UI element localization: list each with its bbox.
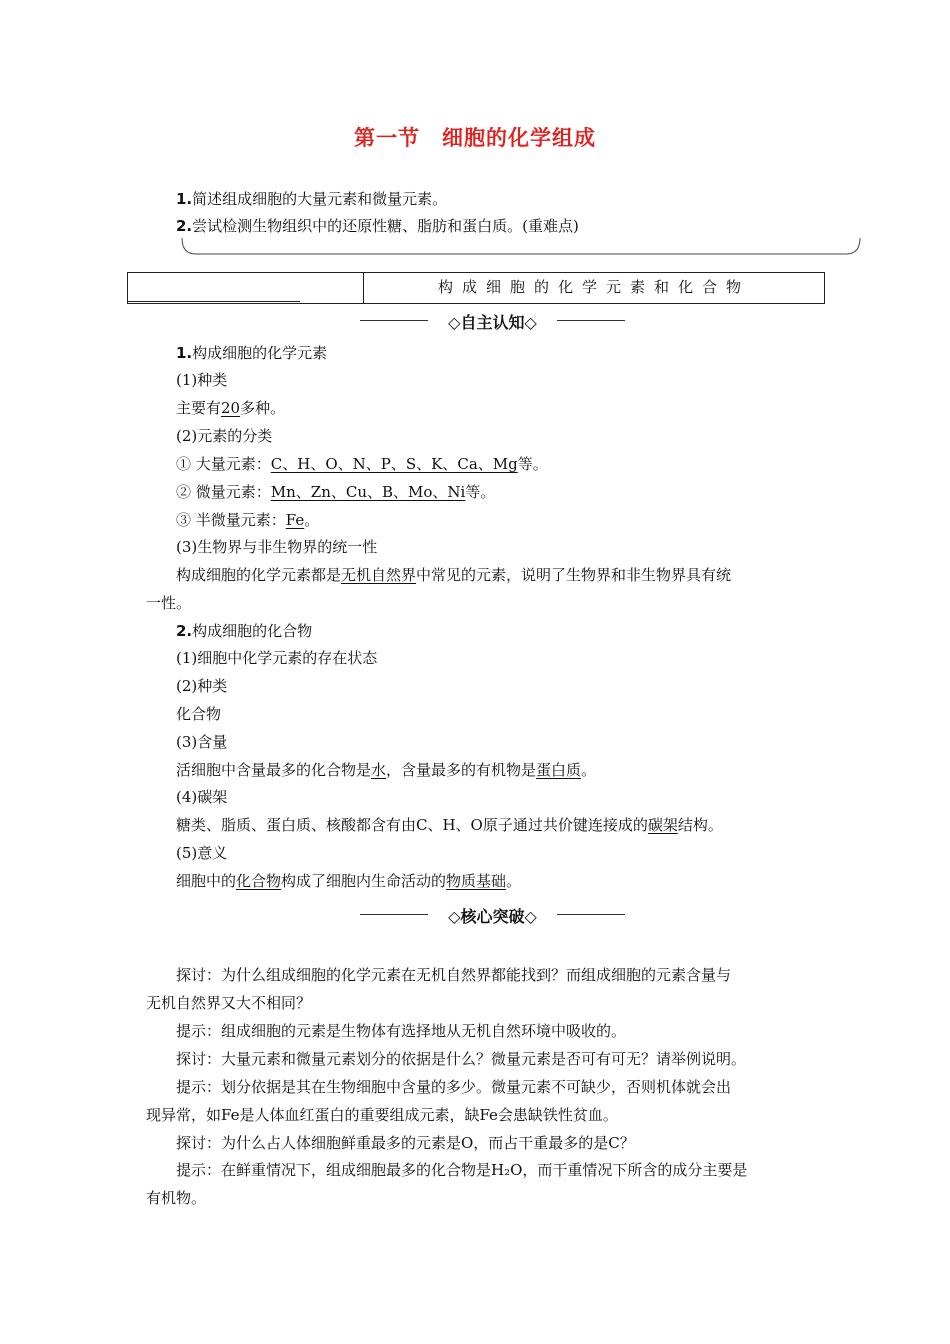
- heading-2: 2.构成细胞的化合物: [176, 622, 313, 640]
- objectives-brace: [178, 236, 864, 258]
- heading-1: 1.构成细胞的化学元素: [176, 344, 328, 362]
- sub-heading: (3)含量: [176, 733, 228, 751]
- paragraph: 构成细胞的化学元素都是无机自然界中常见的元素，说明了生物界和非生物界具有统: [176, 566, 732, 584]
- list-item: ③ 半微量元素：Fe。: [176, 511, 320, 529]
- objective-number: 2.: [176, 217, 193, 235]
- question-3: 探讨：为什么占人体细胞鲜重最多的元素是O，而占干重最多的是C？: [176, 1134, 635, 1152]
- objective-1: [176, 189, 447, 209]
- divider-line: [360, 914, 428, 915]
- title-section-name: 细胞的化学组成: [442, 126, 596, 150]
- sub-heading: (1)种类: [176, 371, 228, 389]
- sub-heading: (3)生物界与非生物界的统一性: [176, 538, 378, 556]
- paragraph: 细胞中的化合物构成了细胞内生命活动的物质基础。: [176, 872, 522, 890]
- objective-number: 1.: [176, 190, 193, 208]
- sub-heading: (2)种类: [176, 677, 228, 695]
- box-left-line: [128, 301, 300, 302]
- hint-3: 提示：在鲜重情况下，组成细胞最多的化合物是H₂O，而干重情况下所含的成分主要是: [176, 1161, 748, 1179]
- hint-1: 提示：组成细胞的元素是生物体有选择地从无机自然环境中吸收的。: [176, 1022, 627, 1040]
- section-header-self-study: [360, 310, 625, 332]
- hint-2-cont: 现异常，如Fe是人体血红蛋白的重要组成元素，缺Fe会患缺铁性贫血。: [146, 1106, 618, 1124]
- sub-heading: (1)细胞中化学元素的存在状态: [176, 649, 378, 667]
- paragraph: 化合物: [176, 705, 222, 723]
- sub-heading: (5)意义: [176, 844, 228, 862]
- list-item: ② 微量元素：Mn、Zn、Cu、B、Mo、Ni等。: [176, 483, 496, 501]
- paragraph: 糖类、脂质、蛋白质、核酸都含有由C、H、O原子通过共价键连接成的碳架结构。: [176, 816, 723, 834]
- section-title: ◇自主认知◇: [448, 313, 537, 332]
- question-1: 探讨：为什么组成细胞的化学元素在无机自然界都能找到？而组成细胞的元素含量与: [176, 966, 732, 984]
- divider-line: [557, 914, 625, 915]
- hint-3-cont: 有机物。: [146, 1189, 207, 1207]
- sub-heading: (2)元素的分类: [176, 427, 273, 445]
- objective-text: 简述组成细胞的大量元素和微量元素。: [192, 190, 448, 208]
- title-section-number: 第一节: [354, 126, 420, 150]
- topic-title: 构成细胞的化学元素和化合物: [437, 278, 750, 296]
- paragraph: 主要有20多种。: [176, 399, 286, 417]
- sub-heading: (4)碳架: [176, 788, 228, 806]
- list-item: ① 大量元素：C、H、O、N、P、S、K、Ca、Mg等。: [176, 455, 548, 473]
- question-1-cont: 无机自然界又大不相同？: [146, 994, 312, 1012]
- objective-2: [176, 216, 579, 236]
- section-title: ◇核心突破◇: [448, 907, 537, 926]
- hint-2: 提示：划分依据是其在生物细胞中含量的多少。微量元素不可缺少，否则机体就会出: [176, 1078, 732, 1096]
- section-header-core: [360, 904, 625, 926]
- objective-text: 尝试检测生物组织中的还原性糖、脂肪和蛋白质。(重难点): [192, 217, 579, 235]
- divider-line: [360, 320, 428, 321]
- paragraph: 活细胞中含量最多的化合物是水，含量最多的有机物是蛋白质。: [176, 761, 597, 779]
- divider-line: [557, 320, 625, 321]
- topic-box: [127, 272, 825, 304]
- question-2: 探讨：大量元素和微量元素划分的依据是什么？微量元素是否可有可无？请举例说明。: [176, 1050, 747, 1068]
- page-title: [0, 122, 950, 152]
- paragraph-continuation: 一性。: [146, 594, 192, 612]
